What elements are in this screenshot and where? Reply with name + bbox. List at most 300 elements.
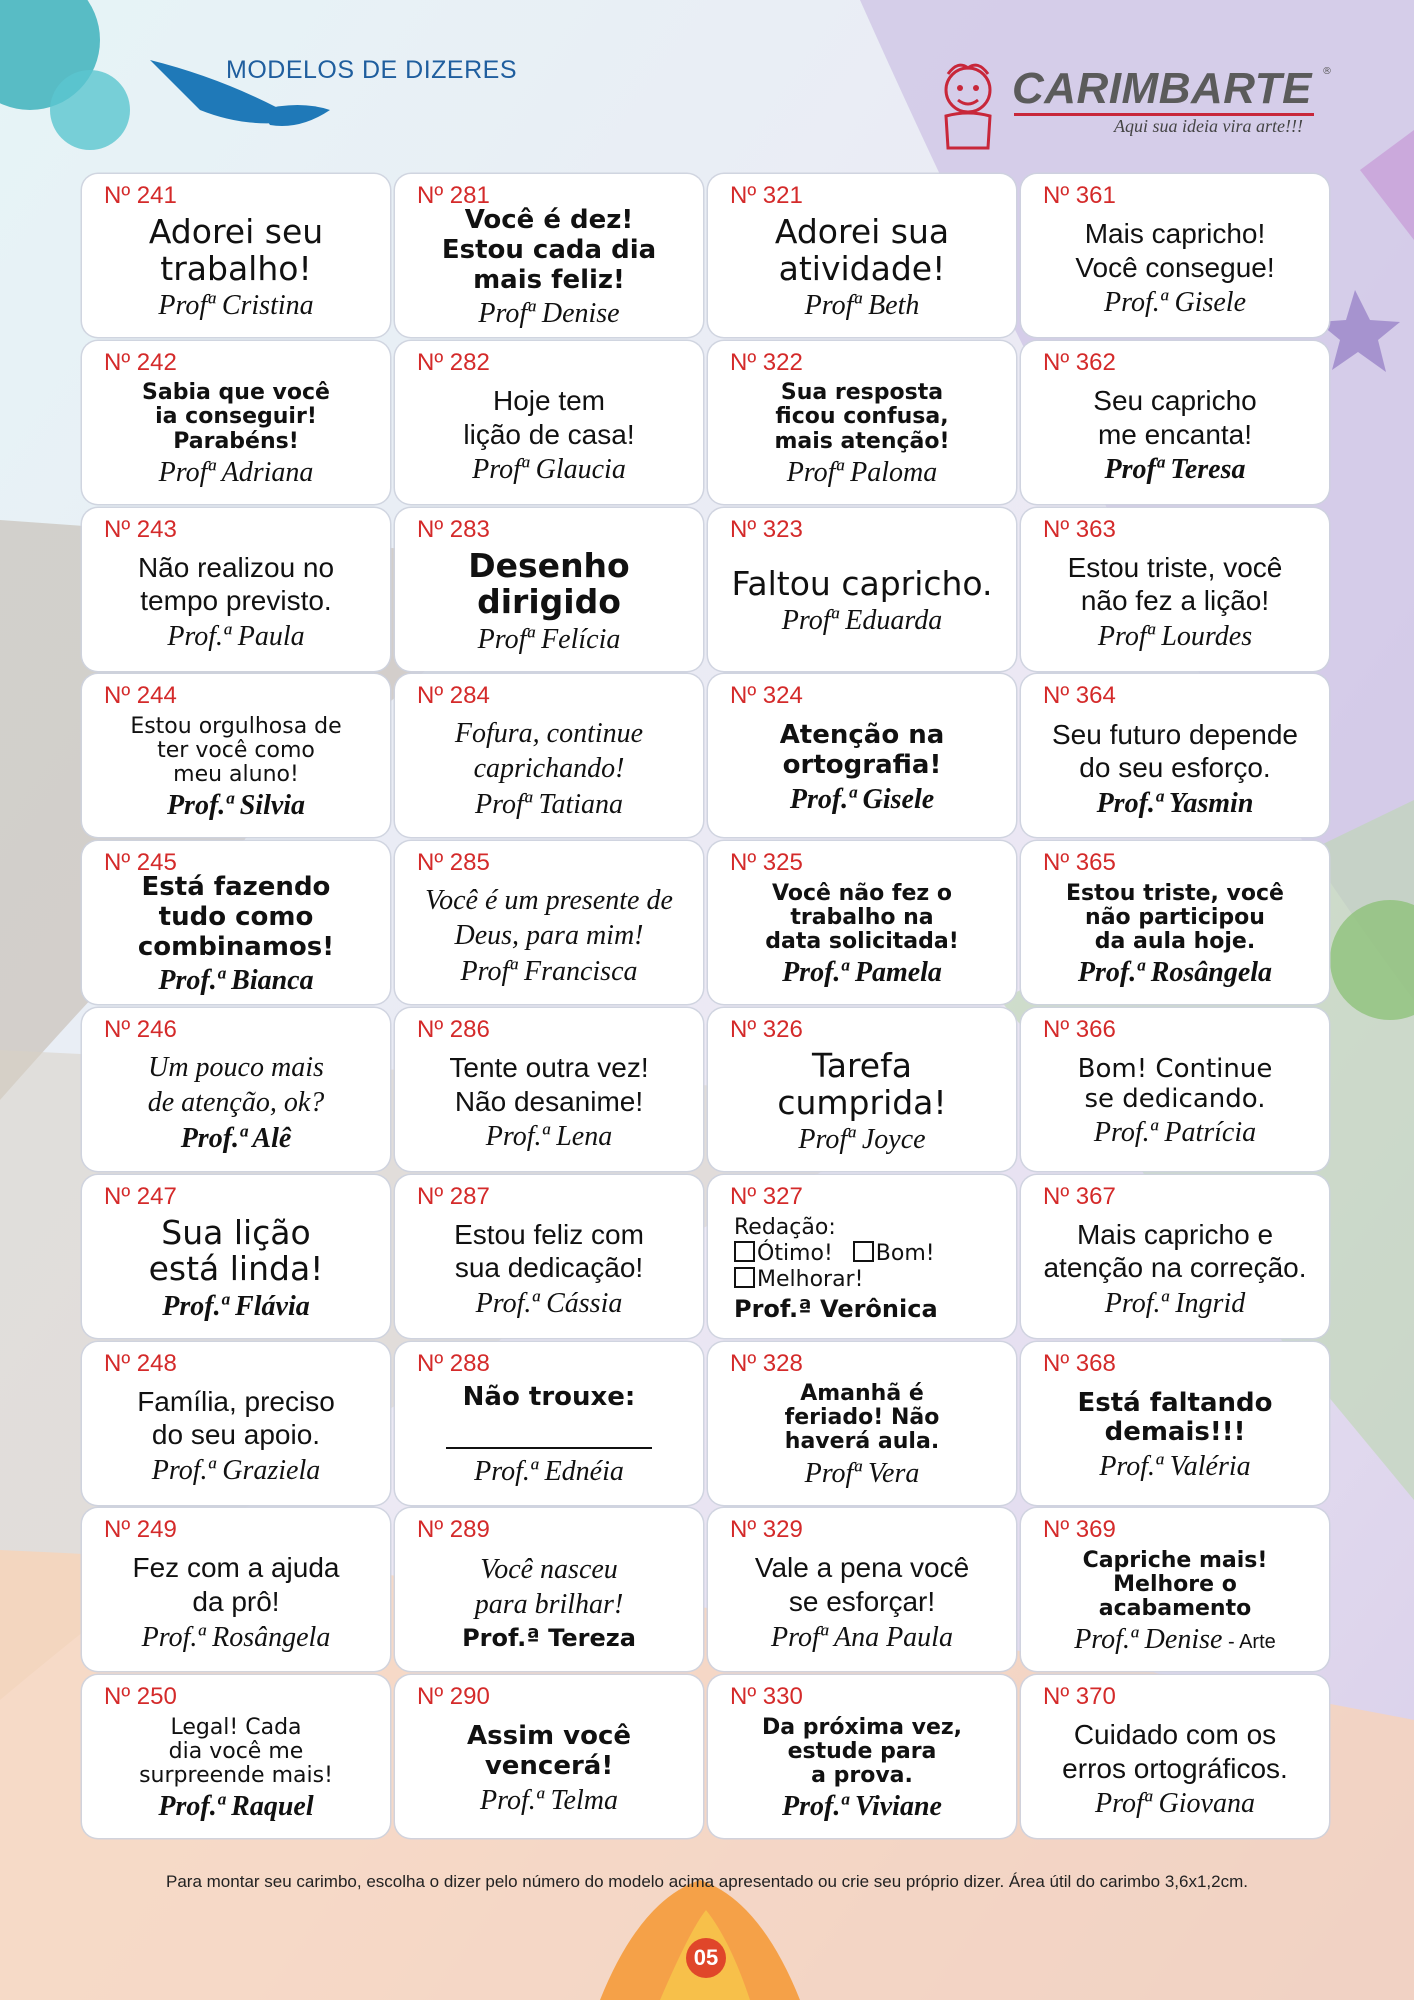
redacao-title: Redação: <box>734 1214 836 1240</box>
message-line: mais atenção! <box>774 428 950 454</box>
stamp-text <box>1029 1376 1321 1497</box>
stamp-message <box>138 873 334 962</box>
message-line: Assim você <box>467 1721 631 1752</box>
stamp-signature <box>478 623 621 657</box>
stamp-message <box>1078 1389 1273 1448</box>
message-line: Tarefa <box>812 1046 912 1086</box>
stamp-number: Nº 366 <box>1043 1015 1116 1043</box>
stamp-text <box>403 1709 695 1830</box>
message-line: Parabéns! <box>173 428 299 454</box>
stamp-number: Nº 326 <box>730 1015 803 1043</box>
stamp-message <box>731 566 992 602</box>
signature-name: Prof.ª Paula <box>167 620 305 652</box>
message-line: caprichando! <box>473 753 625 785</box>
stamp-message <box>1052 718 1298 785</box>
signature-name: Prof.ª Graziela <box>151 1454 321 1486</box>
message-line: se dedicando. <box>1084 1083 1266 1114</box>
stamp-message <box>1083 1549 1268 1622</box>
stamp-signature <box>158 964 313 998</box>
stamp-card[interactable] <box>82 1175 390 1338</box>
stamp-card[interactable] <box>1021 674 1329 837</box>
message-line: meu aluno! <box>173 762 299 788</box>
stamp-number: Nº 325 <box>730 849 803 877</box>
stamp-text <box>403 708 695 829</box>
stamp-card[interactable] <box>395 508 703 671</box>
stamp-message <box>1075 217 1274 284</box>
stamp-card[interactable] <box>82 1675 390 1838</box>
stamp-card[interactable] <box>82 174 390 337</box>
stamp-message <box>785 1382 940 1455</box>
stamp-text <box>403 375 695 496</box>
signature-name: Prof.ª Valéria <box>1099 1450 1251 1482</box>
stamp-message <box>142 381 330 454</box>
stamp-card[interactable] <box>1021 508 1329 671</box>
message-line: tudo como <box>158 902 314 933</box>
signature-name: Prof.ª Pamela <box>782 957 942 989</box>
stamp-signature <box>1094 1116 1256 1150</box>
stamp-card[interactable] <box>708 508 1016 671</box>
stamp-card[interactable] <box>1021 1675 1329 1838</box>
stamp-card[interactable] <box>1021 174 1329 337</box>
stamp-number: Nº 283 <box>417 515 490 543</box>
stamp-number: Nº 285 <box>417 849 490 877</box>
message-line: Não desanime! <box>454 1085 644 1117</box>
message-line: haverá aula. <box>784 1429 940 1455</box>
page-number: 05 <box>686 1938 726 1978</box>
message-line: data solicitada! <box>765 928 959 954</box>
stamp-card[interactable] <box>1021 1008 1329 1171</box>
stamp-signature <box>734 1295 938 1324</box>
stamp-message <box>139 1716 333 1789</box>
stamp-text <box>90 872 382 997</box>
stamp-number: Nº 370 <box>1043 1683 1116 1711</box>
stamp-card[interactable] <box>395 341 703 504</box>
stamp-number: Nº 247 <box>104 1182 177 1210</box>
stamp-text <box>90 1042 382 1163</box>
message-line: da prô! <box>192 1586 280 1618</box>
message-line: Legal! Cada <box>170 1714 302 1740</box>
stamp-text <box>90 1709 382 1830</box>
stamp-number: Nº 244 <box>104 682 177 710</box>
stamp-text <box>90 1209 382 1330</box>
stamp-card[interactable] <box>708 174 1016 337</box>
option-melhorar: Melhorar! <box>757 1266 864 1292</box>
stamp-message <box>455 716 643 786</box>
stamp-text <box>716 1376 1008 1497</box>
stamp-message <box>1068 551 1283 618</box>
message-line: ter você como <box>157 738 315 763</box>
message-line: Tente outra vez! <box>449 1052 649 1084</box>
signature-name: Prof.ª Rosângela <box>1077 957 1273 989</box>
signature-name: Prof.ª Viviane <box>782 1791 942 1823</box>
stamp-message <box>463 1383 636 1413</box>
stamp-text <box>90 208 382 329</box>
signature-name: Prof.ª Ednéia <box>474 1456 624 1488</box>
stamp-number: Nº 287 <box>417 1182 490 1210</box>
message-line: Estou triste, você <box>1066 880 1284 906</box>
mascot-icon <box>928 60 1010 152</box>
stamp-signature <box>152 1454 320 1488</box>
option-otimo: Ótimo! <box>757 1240 833 1266</box>
message-line: feriado! Não <box>784 1405 940 1431</box>
logo-registered-mark: ® <box>1322 66 1332 77</box>
stamp-signature <box>181 1122 292 1156</box>
stamp-number: Nº 364 <box>1043 682 1116 710</box>
message-line: Você é dez! <box>464 205 634 236</box>
stamp-signature <box>478 297 619 331</box>
stamp-message <box>1078 1055 1273 1114</box>
signature-name: Profª Tatiana <box>474 789 624 821</box>
signature-name: Prof.ª Telma <box>480 1784 618 1816</box>
message-line: da aula hoje. <box>1094 928 1256 954</box>
stamp-text <box>1029 1042 1321 1163</box>
stamp-card[interactable] <box>1021 841 1329 1004</box>
message-line: Um pouco mais <box>148 1051 324 1083</box>
stamp-signature <box>462 1624 636 1653</box>
stamp-card[interactable] <box>708 1508 1016 1671</box>
stamp-card[interactable] <box>708 1342 1016 1505</box>
stamp-number: Nº 327 <box>730 1182 803 1210</box>
stamp-card[interactable] <box>82 674 390 837</box>
stamp-number: Nº 367 <box>1043 1182 1116 1210</box>
stamp-number: Nº 369 <box>1043 1516 1116 1544</box>
stamp-card[interactable] <box>1021 341 1329 504</box>
stamp-number: Nº 365 <box>1043 849 1116 877</box>
message-line: Mais capricho e <box>1076 1218 1274 1250</box>
stamp-message <box>762 1716 962 1789</box>
stamp-text <box>1029 1542 1321 1663</box>
stamp-signature <box>1095 1787 1255 1821</box>
stamp-number: Nº 246 <box>104 1015 177 1043</box>
signature-name: Prof.ª Bianca <box>158 965 314 997</box>
stamp-number: Nº 281 <box>417 182 490 209</box>
stamp-signature <box>162 1290 309 1324</box>
stamp-number: Nº 241 <box>104 182 177 209</box>
stamp-text <box>90 1376 382 1497</box>
stamp-card[interactable] <box>82 841 390 1004</box>
stamp-message <box>148 1050 325 1120</box>
brand-logo <box>928 60 1332 150</box>
message-line: Desenho <box>468 546 630 585</box>
stamp-card[interactable] <box>82 1342 390 1505</box>
signature-name: Profª Adriana <box>158 456 314 488</box>
stamp-number: Nº 284 <box>417 682 490 710</box>
signature-name: Prof.ª Gisele <box>1104 287 1246 319</box>
signature-name: Profª Felícia <box>477 623 621 655</box>
stamp-signature <box>158 1790 313 1824</box>
message-line: atenção na correção. <box>1043 1252 1307 1284</box>
stamp-number: Nº 245 <box>104 849 177 877</box>
message-line: Adorei seu <box>148 212 324 252</box>
stamp-text <box>716 1042 1008 1163</box>
signature-name: Prof.ª Silvia <box>166 790 306 822</box>
stamp-number: Nº 363 <box>1043 515 1116 543</box>
message-line: Faltou capricho. <box>731 564 993 604</box>
stamp-card[interactable] <box>708 341 1016 504</box>
signature-name: Profª Ana Paula <box>771 1621 953 1653</box>
stamp-message <box>755 1551 969 1618</box>
message-line: Sabia que você <box>142 380 330 406</box>
signature-name: Prof.ª Cássia <box>475 1288 623 1320</box>
signature-name: Prof.ª Alê <box>180 1122 292 1154</box>
message-line: Você nasceu <box>480 1554 618 1586</box>
stamp-text <box>1029 708 1321 829</box>
stamp-signature <box>1097 787 1254 821</box>
stamp-card[interactable] <box>82 508 390 671</box>
message-line: Não trouxe: <box>462 1382 636 1413</box>
message-line: Capriche mais! <box>1082 1547 1268 1573</box>
stamp-signature <box>1105 1287 1245 1321</box>
message-line: acabamento <box>1098 1596 1252 1622</box>
stamp-message <box>468 548 629 621</box>
stamp-signature <box>158 289 313 323</box>
stamp-text <box>716 875 1008 996</box>
stamp-number: Nº 248 <box>104 1349 177 1377</box>
stamp-signature <box>486 1120 612 1154</box>
message-line: Sua resposta <box>780 380 944 406</box>
message-line: Melhore o <box>1113 1571 1237 1597</box>
stamp-message <box>780 721 945 780</box>
message-line: Hoje tem <box>492 384 606 416</box>
stamp-signature <box>159 456 314 490</box>
signature-name: Profª Paloma <box>786 456 938 488</box>
message-line: Você não fez o <box>772 880 952 906</box>
checkbox-icon <box>853 1241 874 1262</box>
signature-name: Profª Beth <box>804 290 920 321</box>
message-line: Seu capricho <box>1093 384 1257 416</box>
message-line: Da próxima vez, <box>761 1714 963 1740</box>
stamp-text <box>90 1542 382 1663</box>
stamp-card[interactable] <box>395 674 703 837</box>
stamp-signature <box>1104 286 1246 320</box>
message-line: lição de casa! <box>463 418 635 450</box>
stamp-signature <box>771 1621 953 1655</box>
message-line: combinamos! <box>137 931 335 962</box>
message-line: ia conseguir! <box>155 404 317 430</box>
signature-name: Prof.ª Denise <box>1074 1624 1223 1656</box>
blank-line <box>446 1413 652 1449</box>
message-line: vencerá! <box>484 1750 614 1781</box>
stamp-message <box>149 214 323 287</box>
stamp-card[interactable] <box>708 841 1016 1004</box>
stamp-text <box>90 708 382 829</box>
stamp-number: Nº 322 <box>730 348 803 376</box>
stamp-message <box>425 883 673 953</box>
stamp-number: Nº 321 <box>730 182 803 209</box>
stamp-number: Nº 249 <box>104 1516 177 1544</box>
stamp-text <box>1029 542 1321 663</box>
message-line: sua dedicação! <box>454 1252 644 1284</box>
page-title: MODELOS DE DIZERES <box>226 56 517 84</box>
checkbox-icon <box>734 1267 755 1288</box>
signature-name: Prof.ª Patrícia <box>1093 1117 1257 1149</box>
stamp-message <box>133 1551 340 1618</box>
stamp-grid <box>82 174 1329 1838</box>
stamp-signature <box>782 1790 942 1824</box>
stamp-message <box>130 715 341 788</box>
message-line: Família, preciso <box>137 1385 335 1417</box>
stamp-signature <box>1098 620 1252 654</box>
stamp-number: Nº 362 <box>1043 348 1116 376</box>
stamp-text <box>403 1542 695 1663</box>
stamp-message <box>775 214 949 287</box>
stamp-signature <box>1078 956 1272 990</box>
stamp-text <box>716 708 1008 829</box>
stamp-card[interactable] <box>1021 1508 1329 1671</box>
stamp-signature <box>475 788 623 822</box>
stamp-text <box>403 875 695 996</box>
message-line: dirigido <box>477 582 621 622</box>
signature-name: Profª Francisca <box>460 955 638 987</box>
message-line: cumprida! <box>777 1082 947 1122</box>
signature-name: Prof.ª Raquel <box>158 1791 314 1823</box>
message-line: ortografia! <box>782 750 942 781</box>
stamp-message <box>1062 1718 1288 1785</box>
message-line: demais!!! <box>1104 1417 1246 1448</box>
message-line: trabalho! <box>160 248 312 288</box>
stamp-text <box>90 375 382 496</box>
stamp-card[interactable] <box>395 1008 703 1171</box>
stamp-signature <box>798 1123 925 1157</box>
stamp-signature <box>782 604 942 638</box>
stamp-number: Nº 286 <box>417 1015 490 1043</box>
stamp-number: Nº 250 <box>104 1683 177 1711</box>
stamp-text <box>716 542 1008 663</box>
message-line: Estou feliz com <box>454 1218 644 1250</box>
stamp-message <box>765 882 958 955</box>
signature-name: Profª Joyce <box>798 1123 926 1155</box>
stamp-card[interactable] <box>395 174 703 337</box>
stamp-message <box>1043 1218 1306 1285</box>
stamp-text <box>403 205 695 330</box>
stamp-message <box>777 1048 946 1121</box>
stamp-signature <box>1099 1450 1250 1484</box>
stamp-message <box>1066 882 1284 955</box>
stamp-signature <box>787 456 938 490</box>
signature-name: Prof.ª Verônica <box>734 1294 938 1323</box>
message-line: Você é um presente de <box>425 884 673 916</box>
message-line: atividade! <box>778 248 946 288</box>
message-line: Fez com a ajuda <box>132 1552 340 1584</box>
message-line: Está faltando <box>1077 1387 1273 1418</box>
stamp-card[interactable] <box>395 1508 703 1671</box>
signature-name: Prof.ª Ingrid <box>1104 1288 1246 1320</box>
stamp-card[interactable] <box>1021 1175 1329 1338</box>
signature-name: Profª Cristina <box>158 290 314 321</box>
stamp-number: Nº 329 <box>730 1516 803 1544</box>
message-line: Amanhã é <box>800 1381 924 1406</box>
stamp-text <box>403 542 695 663</box>
signature-name: Prof.ª Lena <box>485 1121 613 1153</box>
stamp-text <box>403 1376 695 1497</box>
message-line: a prova. <box>811 1762 913 1788</box>
stamp-message <box>138 551 334 618</box>
signature-name: Profª Eduarda <box>781 605 943 637</box>
message-line: Mais capricho! <box>1084 218 1266 250</box>
message-line: Estou triste, você <box>1067 551 1283 583</box>
message-line: dia você me <box>168 1738 304 1764</box>
stamp-text <box>1029 208 1321 329</box>
stamp-signature <box>167 789 305 823</box>
stamp-card[interactable] <box>395 1675 703 1838</box>
message-line: do seu esforço. <box>1079 752 1271 784</box>
message-line: erros ortográficos. <box>1062 1752 1288 1784</box>
message-line: não participou <box>1085 904 1265 930</box>
stamp-card[interactable] <box>708 1675 1016 1838</box>
message-line: Atenção na <box>779 720 945 751</box>
stamp-text <box>1029 1209 1321 1330</box>
stamp-text <box>716 375 1008 496</box>
stamp-card[interactable] <box>395 1175 703 1338</box>
stamp-signature <box>480 1784 618 1818</box>
stamp-signature <box>142 1621 331 1655</box>
message-line: se esforçar! <box>788 1586 936 1618</box>
stamp-number: Nº 288 <box>417 1349 490 1377</box>
stamp-card[interactable] <box>1021 1342 1329 1505</box>
redacao-block <box>734 1215 935 1293</box>
message-line: Fofura, continue <box>454 718 644 750</box>
message-line: tempo previsto. <box>140 585 332 617</box>
stamp-text <box>1029 875 1321 996</box>
message-line: Bom! Continue <box>1077 1054 1273 1085</box>
stamp-signature <box>472 453 626 487</box>
message-line: Não realizou no <box>137 551 335 583</box>
message-line: Seu futuro depende <box>1052 718 1298 750</box>
stamp-card[interactable] <box>82 1008 390 1171</box>
message-line: Sua lição <box>161 1213 311 1253</box>
stamp-message <box>463 384 634 451</box>
stamp-number: Nº 290 <box>417 1683 490 1711</box>
stamp-card[interactable] <box>708 1175 1016 1338</box>
stamp-text <box>716 1542 1008 1663</box>
stamp-number: Nº 323 <box>730 515 803 543</box>
signature-name: Prof.ª Flávia <box>162 1290 310 1322</box>
stamp-message <box>454 1218 644 1285</box>
stamp-number: Nº 361 <box>1043 182 1116 209</box>
stamp-text <box>1029 1709 1321 1830</box>
stamp-number: Nº 324 <box>730 682 803 710</box>
signature-name: Profª Giovana <box>1095 1788 1255 1820</box>
signature-name: Profª Vera <box>804 1457 920 1489</box>
message-line: de atenção, ok? <box>147 1086 325 1118</box>
stamp-signature <box>476 1287 623 1321</box>
stamp-card[interactable] <box>395 1342 703 1505</box>
message-line: Você consegue! <box>1075 251 1275 283</box>
stamp-signature <box>805 1457 920 1491</box>
message-line: Estou cada dia <box>441 234 657 265</box>
message-line: me encanta! <box>1097 418 1253 450</box>
stamp-card[interactable] <box>82 341 390 504</box>
stamp-message <box>449 1051 648 1118</box>
stamp-card[interactable] <box>708 674 1016 837</box>
stamp-signature <box>790 783 934 817</box>
stamp-message <box>467 1722 631 1781</box>
message-line: surpreende mais! <box>139 1762 333 1788</box>
signature-extra: - Arte <box>1222 1631 1276 1654</box>
message-line: estude para <box>787 1738 937 1764</box>
stamp-number: Nº 289 <box>417 1516 490 1544</box>
stamp-card[interactable] <box>395 841 703 1004</box>
message-line: ficou confusa, <box>775 404 949 430</box>
stamp-message <box>774 381 949 454</box>
stamp-card[interactable] <box>82 1508 390 1671</box>
stamp-card[interactable] <box>708 1008 1016 1171</box>
stamp-text <box>716 208 1008 329</box>
message-line: Estou orgulhosa de <box>130 713 342 739</box>
stamp-number: Nº 368 <box>1043 1349 1116 1377</box>
stamp-message <box>137 1385 335 1452</box>
stamp-message <box>475 1552 624 1622</box>
